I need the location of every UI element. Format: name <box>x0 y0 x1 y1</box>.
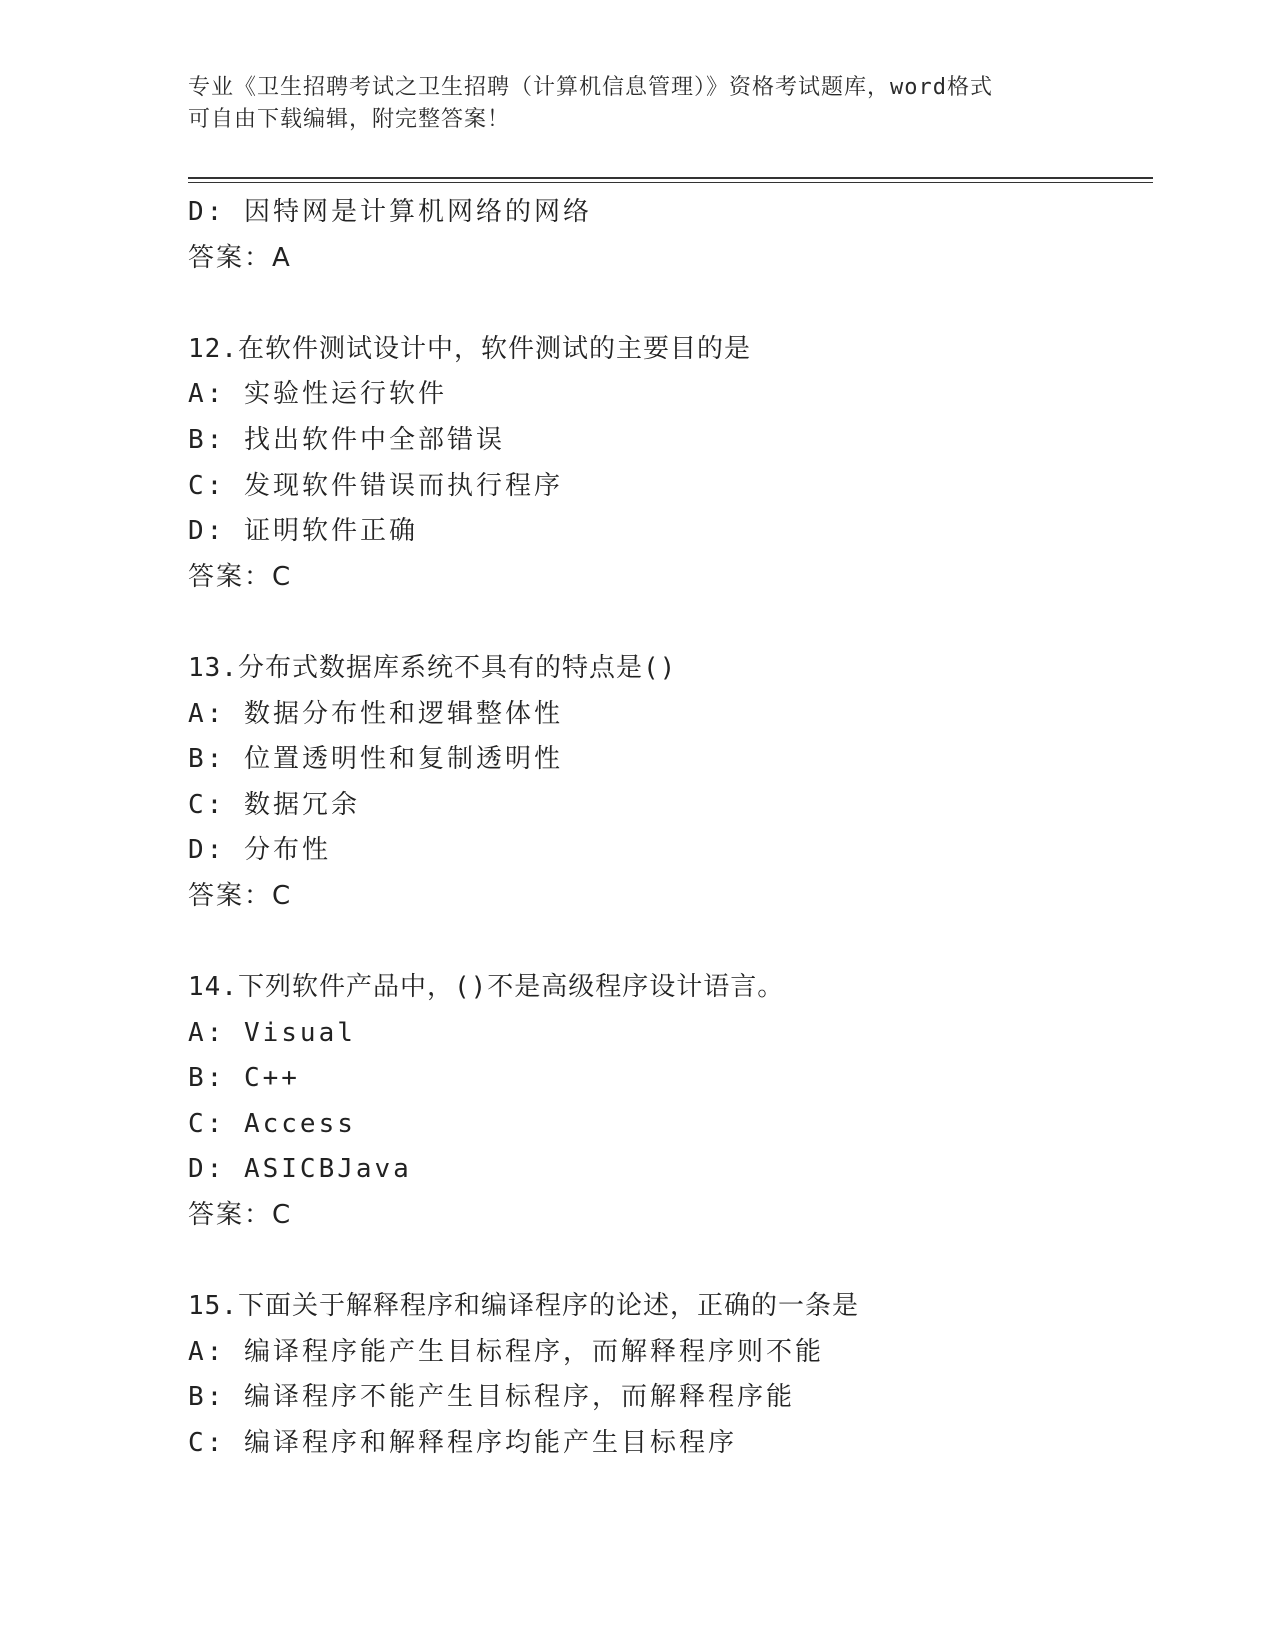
document-header <box>188 72 1088 136</box>
question-14-answer: 答案：C <box>188 1200 293 1231</box>
question-12-option-b: B: 找出软件中全部错误 <box>188 424 505 455</box>
question-13-option-d: D: 分布性 <box>188 835 331 866</box>
spacer <box>188 281 1148 327</box>
header-divider-thick <box>188 177 1153 179</box>
question-15-option-c: C: 编译程序和解释程序均能产生目标程序 <box>188 1428 737 1459</box>
spacer <box>188 1239 1148 1285</box>
question-11-answer: 答案：A <box>188 242 292 273</box>
question-12-option-c: C: 发现软件错误而执行程序 <box>188 470 563 501</box>
question-14-option-a: A: Visual <box>188 1017 356 1048</box>
question-15-option-b: B: 编译程序不能产生目标程序，而解释程序能 <box>188 1382 795 1413</box>
spacer <box>188 920 1148 966</box>
question-12-stem: 12.在软件测试设计中，软件测试的主要目的是 <box>188 333 751 364</box>
question-12-answer: 答案：C <box>188 561 293 592</box>
question-13-option-b: B: 位置透明性和复制透明性 <box>188 744 563 775</box>
question-13-answer: 答案：C <box>188 880 293 911</box>
spacer <box>188 600 1148 646</box>
question-14-option-d: D: ASICBJava <box>188 1154 412 1185</box>
header-title-line-2: 可自由下载编辑，附完整答案！ <box>188 107 511 132</box>
question-11-option-d: D: 因特网是计算机网络的网络 <box>188 197 592 227</box>
header-title-line-1: 专业《卫生招聘考试之卫生招聘（计算机信息管理）》资格考试题库，word格式 <box>188 75 993 100</box>
question-14-stem: 14.下列软件产品中，()不是高级程序设计语言。 <box>188 972 785 1003</box>
question-14-option-b: B: C++ <box>188 1063 300 1094</box>
header-divider-thin <box>188 182 1153 183</box>
question-15-option-a: A: 编译程序能产生目标程序，而解释程序则不能 <box>188 1336 824 1367</box>
question-13-option-a: A: 数据分布性和逻辑整体性 <box>188 698 563 729</box>
question-12-option-d: D: 证明软件正确 <box>188 516 418 547</box>
question-13-stem: 13.分布式数据库系统不具有的特点是() <box>188 652 677 683</box>
question-12-option-a: A: 实验性运行软件 <box>188 379 447 410</box>
question-15-stem: 15.下面关于解释程序和编译程序的论述，正确的一条是 <box>188 1291 859 1322</box>
question-list <box>188 190 1148 1467</box>
question-13-option-c: C: 数据冗余 <box>188 789 360 820</box>
question-14-option-c: C: Access <box>188 1108 356 1139</box>
